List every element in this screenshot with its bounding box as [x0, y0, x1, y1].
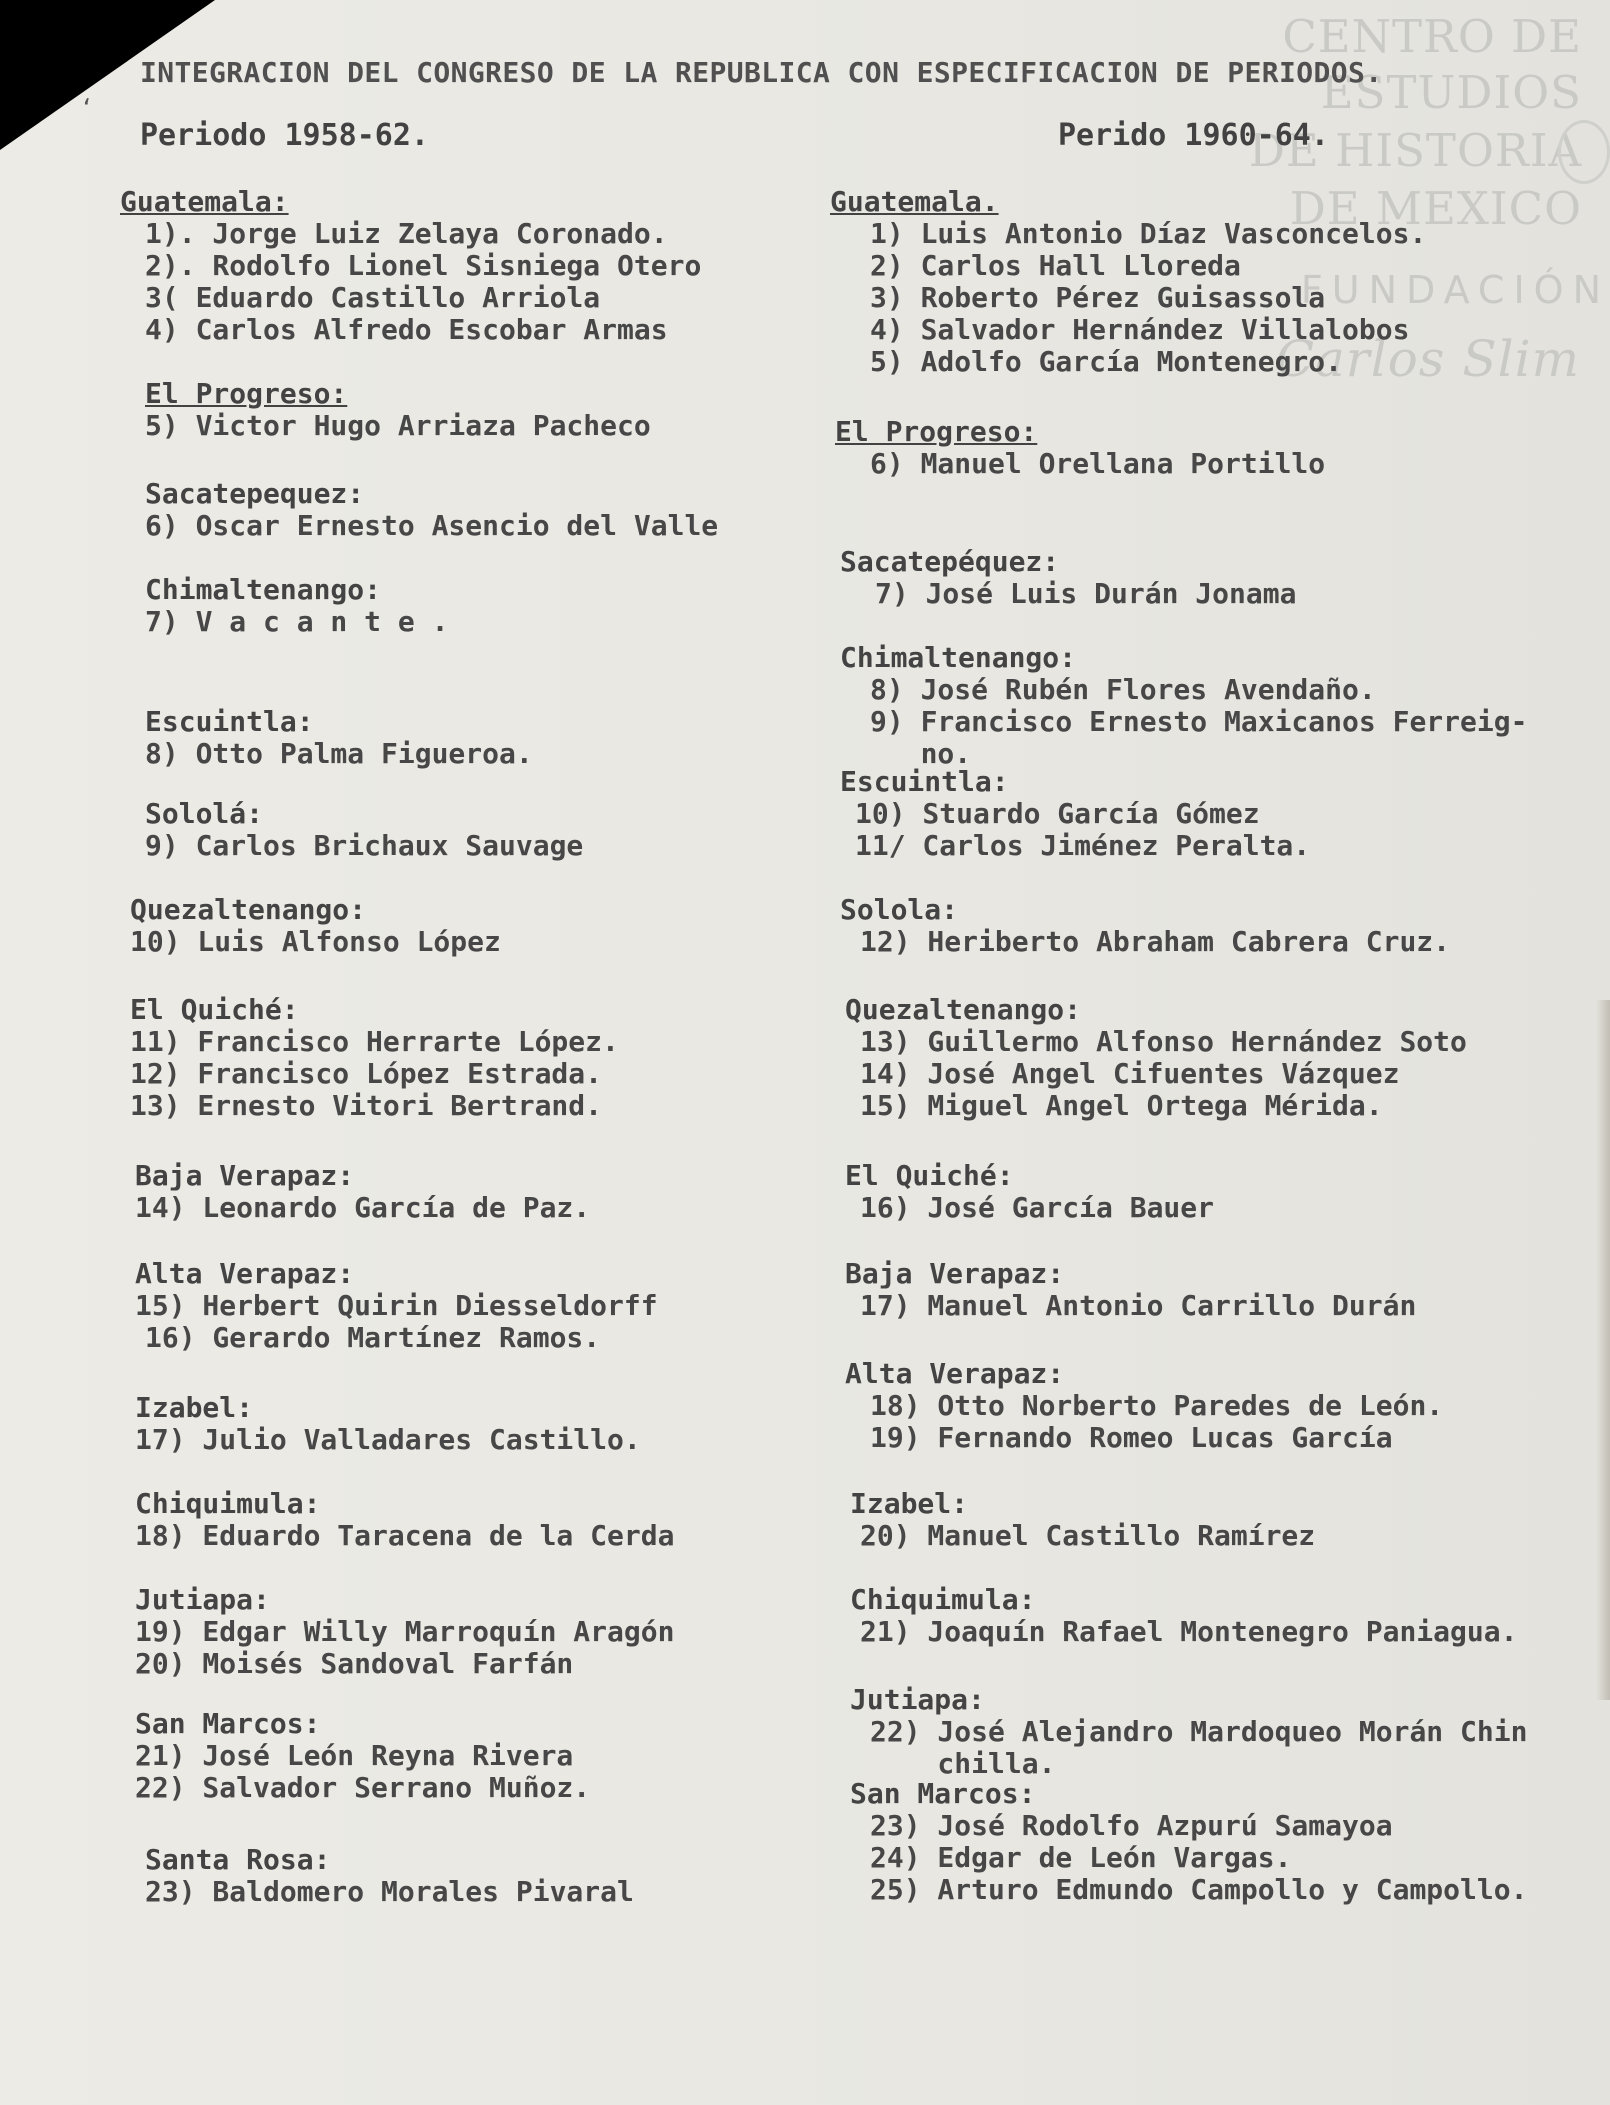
- department-block: [850, 1583, 1517, 1648]
- watermark-signature: Carlos Slim: [1275, 330, 1580, 388]
- congress-member: 10) Stuardo García Gómez: [855, 797, 1260, 830]
- congress-member: 16) Gerardo Martínez Ramos.: [145, 1321, 601, 1354]
- department-block: [850, 1777, 1527, 1906]
- congress-member: 22) Salvador Serrano Muñoz.: [135, 1771, 591, 1804]
- department-block: [145, 1843, 634, 1908]
- department-name: Baja Verapaz:: [845, 1257, 1065, 1290]
- department-block: [845, 1257, 1416, 1322]
- congress-member: 1). Jorge Luiz Zelaya Coronado.: [145, 217, 668, 250]
- page-edge-shadow: [1596, 1000, 1610, 1700]
- congress-member: 11) Francisco Herrarte López.: [130, 1025, 619, 1058]
- department-name: Alta Verapaz:: [135, 1257, 355, 1290]
- department-block: [120, 185, 701, 346]
- congress-member: 4) Salvador Hernández Villalobos: [870, 313, 1410, 346]
- department-name: El Progreso:: [835, 415, 1038, 448]
- department-block: [840, 641, 1527, 770]
- congress-member: 22) José Alejandro Mardoqueo Morán Chin: [870, 1715, 1528, 1748]
- department-name: Sololá:: [145, 797, 264, 830]
- congress-member: 20) Moisés Sandoval Farfán: [135, 1647, 574, 1680]
- department-name: El Progreso:: [145, 377, 348, 410]
- watermark-line: FUNDACIÓN: [1300, 268, 1610, 312]
- congress-member: 18) Eduardo Taracena de la Cerda: [135, 1519, 675, 1552]
- department-block: [830, 185, 1426, 378]
- department-name: Chimaltenango:: [145, 573, 382, 606]
- period-right-heading: Perido 1960-64.: [1058, 118, 1329, 153]
- period-left-heading: Periodo 1958-62.: [140, 118, 429, 153]
- congress-member: 23) Baldomero Morales Pivaral: [145, 1875, 634, 1908]
- congress-member: 5) Adolfo García Montenegro.: [870, 345, 1343, 378]
- department-block: [145, 477, 718, 542]
- congress-member: 2) Carlos Hall Lloreda: [870, 249, 1241, 282]
- department-name: Alta Verapaz:: [845, 1357, 1065, 1390]
- congress-member: 19) Fernando Romeo Lucas García: [870, 1421, 1393, 1454]
- margin-mark: ʻ: [80, 96, 94, 121]
- congress-member: 23) José Rodolfo Azpurú Samayoa: [870, 1809, 1393, 1842]
- department-name: Jutiapa:: [135, 1583, 270, 1616]
- department-name: San Marcos:: [135, 1707, 321, 1740]
- department-name: El Quiché:: [130, 993, 299, 1026]
- department-name: Chiquimula:: [850, 1583, 1036, 1616]
- document-title: INTEGRACION DEL CONGRESO DE LA REPUBLICA CON ESPECIFICACION DE PERIODOS.: [140, 56, 1383, 89]
- congress-member: 20) Manuel Castillo Ramírez: [860, 1519, 1316, 1552]
- congress-member: 24) Edgar de León Vargas.: [870, 1841, 1292, 1874]
- department-name: El Quiché:: [845, 1159, 1014, 1192]
- congress-member: 21) José León Reyna Rivera: [135, 1739, 574, 1772]
- watermark-line: CENTRO DE: [1282, 10, 1582, 63]
- congress-member: 17) Julio Valladares Castillo.: [135, 1423, 641, 1456]
- department-block: [130, 993, 619, 1122]
- congress-member: 3( Eduardo Castillo Arriola: [145, 281, 601, 314]
- congress-member: 15) Miguel Angel Ortega Mérida.: [860, 1089, 1383, 1122]
- congress-member: 21) Joaquín Rafael Montenegro Paniagua.: [860, 1615, 1518, 1648]
- department-block: [145, 377, 651, 442]
- congress-member: 14) José Angel Cifuentes Vázquez: [860, 1057, 1400, 1090]
- department-name: Chimaltenango:: [840, 641, 1077, 674]
- congress-member: 16) José García Bauer: [860, 1191, 1215, 1224]
- congress-member: 11/ Carlos Jiménez Peralta.: [855, 829, 1311, 862]
- congress-member: 17) Manuel Antonio Carrillo Durán: [860, 1289, 1417, 1322]
- department-block: [145, 797, 583, 862]
- department-name: Guatemala:: [120, 185, 289, 218]
- congress-member: 5) Victor Hugo Arriaza Pacheco: [145, 409, 651, 442]
- congress-member: 12) Heriberto Abraham Cabrera Cruz.: [860, 925, 1451, 958]
- department-block: [850, 1683, 1527, 1780]
- congress-member: 1) Luis Antonio Díaz Vasconcelos.: [870, 217, 1427, 250]
- congress-member: 2). Rodolfo Lionel Sisniega Otero: [145, 249, 702, 282]
- watermark-line: DE MEXICO: [1289, 182, 1582, 235]
- congress-member: 25) Arturo Edmundo Campollo y Campollo.: [870, 1873, 1528, 1906]
- department-block: [135, 1487, 674, 1552]
- department-block: [850, 1487, 1315, 1552]
- department-name: Sacatepequez:: [145, 477, 365, 510]
- department-name: Escuintla:: [840, 765, 1009, 798]
- congress-member: 13) Guillermo Alfonso Hernández Soto: [860, 1025, 1467, 1058]
- department-block: [845, 1159, 1214, 1224]
- department-name: Solola:: [840, 893, 959, 926]
- congress-member: 15) Herbert Quirin Diesseldorff: [135, 1289, 658, 1322]
- department-block: [835, 415, 1325, 480]
- department-block: [135, 1391, 641, 1456]
- watermark-seal: [1558, 120, 1610, 184]
- department-block: [135, 1583, 674, 1680]
- congress-member: 4) Carlos Alfredo Escobar Armas: [145, 313, 668, 346]
- department-name: Izabel:: [135, 1391, 254, 1424]
- congress-member: 6) Manuel Orellana Portillo: [870, 447, 1326, 480]
- congress-member: 9) Francisco Ernesto Maxicanos Ferreig-: [870, 705, 1528, 738]
- department-block: [135, 1159, 590, 1224]
- department-block: [135, 1707, 590, 1804]
- congress-member: 8) Otto Palma Figueroa.: [145, 737, 533, 770]
- department-name: Izabel:: [850, 1487, 969, 1520]
- department-name: Santa Rosa:: [145, 1843, 331, 1876]
- department-block: [145, 705, 533, 770]
- congress-member: 19) Edgar Willy Marroquín Aragón: [135, 1615, 675, 1648]
- congress-member: 9) Carlos Brichaux Sauvage: [145, 829, 584, 862]
- congress-member: 7) V a c a n t e .: [145, 605, 449, 638]
- department-name: Quezaltenango:: [130, 893, 367, 926]
- department-block: [840, 765, 1310, 862]
- department-block: [145, 573, 448, 638]
- watermark-line: DE HISTORIA: [1248, 124, 1582, 177]
- congress-member: 8) José Rubén Flores Avendaño.: [870, 673, 1376, 706]
- congress-member: 14) Leonardo García de Paz.: [135, 1191, 591, 1224]
- department-block: [845, 1357, 1443, 1454]
- department-name: Chiquimula:: [135, 1487, 321, 1520]
- department-block: [130, 893, 501, 958]
- department-name: Baja Verapaz:: [135, 1159, 355, 1192]
- congress-member: 7) José Luis Durán Jonama: [875, 577, 1297, 610]
- department-name: Guatemala.: [830, 185, 999, 218]
- congress-member: chilla.: [870, 1747, 1056, 1780]
- congress-member: 13) Ernesto Vitori Bertrand.: [130, 1089, 603, 1122]
- department-name: Quezaltenango:: [845, 993, 1082, 1026]
- department-block: [845, 993, 1467, 1122]
- congress-member: 3) Roberto Pérez Guisassola: [870, 281, 1326, 314]
- watermark-line: ESTUDIOS: [1320, 66, 1582, 119]
- congress-member: 10) Luis Alfonso López: [130, 925, 501, 958]
- department-name: Sacatepéquez:: [840, 545, 1060, 578]
- congress-member: no.: [870, 737, 972, 770]
- congress-member: 12) Francisco López Estrada.: [130, 1057, 603, 1090]
- department-block: [840, 545, 1296, 610]
- department-name: Jutiapa:: [850, 1683, 985, 1716]
- congress-member: 6) Oscar Ernesto Asencio del Valle: [145, 509, 719, 542]
- department-name: San Marcos:: [850, 1777, 1036, 1810]
- congress-member: 18) Otto Norberto Paredes de León.: [870, 1389, 1444, 1422]
- department-block: [840, 893, 1450, 958]
- department-block: [135, 1257, 658, 1354]
- department-name: Escuintla:: [145, 705, 314, 738]
